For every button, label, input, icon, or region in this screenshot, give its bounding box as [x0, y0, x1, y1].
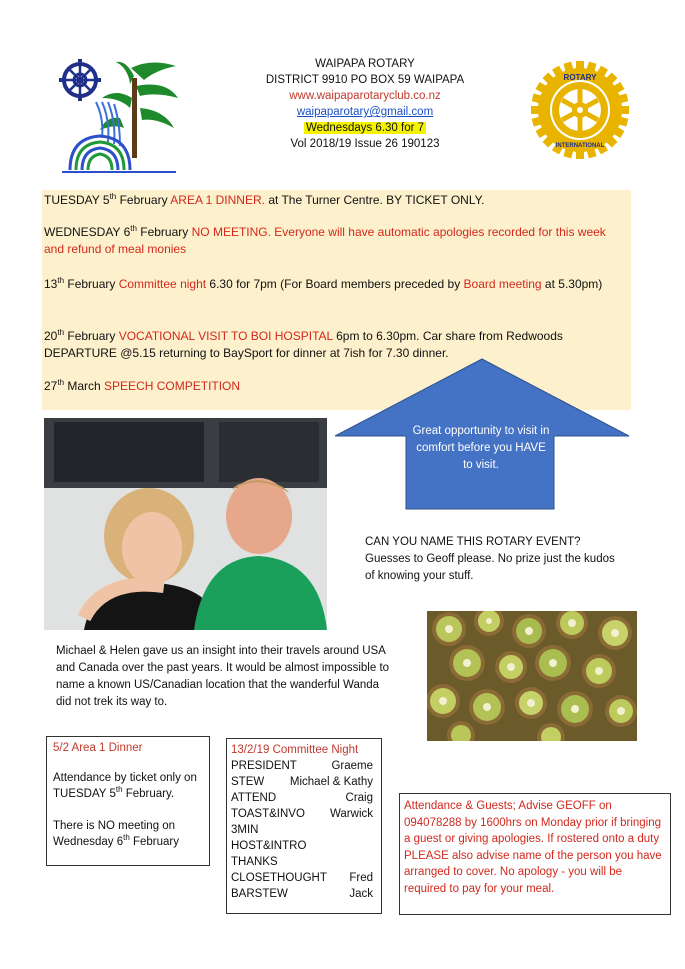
event-no-meeting: WEDNESDAY 6th February NO MEETING. Everyone will have automatic apologies recorded for this week and refund of meal monies: [44, 224, 606, 256]
event-committee-night: 13th February Committee night 6.30 for 7pm (For Board members preceded by Board meeting at 5.30pm): [44, 276, 603, 291]
area1-no-meeting-note: There is NO meeting on Wednesday 6th February: [53, 820, 180, 848]
kiwifruit-photo: [427, 611, 637, 741]
event-area1-dinner: TUESDAY 5th February AREA 1 DINNER. at The Turner Centre. BY TICKET ONLY.: [44, 192, 485, 207]
wheel-text-top: ROTARY: [563, 73, 597, 82]
committee-night-roster: [226, 738, 382, 914]
rotary-international-logo: [530, 60, 630, 160]
roster-row: THANKS: [231, 856, 278, 868]
roster-row: HOST&INTRO: [231, 840, 307, 852]
quiz-detail: Guesses to Geoff please. No prize just the kudos of knowing your stuff.: [365, 553, 615, 582]
wheel-text-bottom: INTERNATIONAL: [555, 143, 605, 149]
area1-dinner-box: [46, 736, 210, 866]
email-link[interactable]: waipaparotary@gmail.com: [296, 106, 434, 118]
event-vocational-visit: 20th February VOCATIONAL VISIT TO BOI HOSPITAL 6pm to 6.30pm. Car share from Redwoods DEPARTURE @5.15 returning to BaySport for dinner at 7ish for 7.30 dinner.: [44, 328, 563, 360]
roster-row: BARSTEW Jack: [231, 888, 373, 900]
website-link[interactable]: www.waipaparotaryclub.co.nz: [289, 90, 441, 102]
meeting-time: Wednesdays 6.30 for 7: [305, 122, 425, 134]
issue-number: Vol 2018/19 Issue 26 190123: [290, 138, 440, 150]
area1-dinner-ticket-note: Attendance by ticket only on TUESDAY 5th February.: [53, 772, 197, 800]
roster-row: PRESIDENT Graeme: [231, 760, 373, 772]
quiz-section: [365, 534, 625, 585]
roster-row: 3MIN: [231, 824, 259, 836]
roster-row: TOAST&INVO Warwick: [231, 808, 373, 820]
roster-row: CLOSETHOUGHT Fred: [231, 872, 373, 884]
roster-title: 13/2/19 Committee Night: [231, 744, 359, 756]
attendance-guests-notice: Attendance & Guests; Advise GEOFF on 094078288 by 1600hrs on Monday prior if bringing a guest or giving apologies. If rostered onto a duty PLEASE also advise name of the person you have arranged to cover. No apology - you will be required to pay for your meal.: [399, 793, 671, 915]
org-name: WAIPAPA ROTARY: [315, 58, 415, 70]
roster-row: ATTEND Craig: [231, 792, 373, 804]
arrow-callout-text: Great opportunity to visit in comfort before you HAVE to visit.: [412, 425, 550, 471]
quiz-question: CAN YOU NAME THIS ROTARY EVENT?: [365, 536, 581, 548]
event-photo: [44, 418, 327, 630]
event-speech-competition: 27th March SPEECH COMPETITION: [44, 378, 241, 393]
travel-talk-summary: Michael & Helen gave us an insight into their travels around USA and Canada over the past years. It would be almost impossible to name a known US/Canadian location that the wanderful Wanda did not trek its way to.: [56, 645, 390, 708]
area1-dinner-title: 5/2 Area 1 Dinner: [53, 742, 143, 754]
newsletter-header: [230, 56, 500, 152]
waipapa-rotary-logo: [56, 58, 180, 176]
roster-row: STEW Michael & Kathy: [231, 776, 373, 788]
district-address: DISTRICT 9910 PO BOX 59 WAIPAPA: [265, 74, 465, 86]
